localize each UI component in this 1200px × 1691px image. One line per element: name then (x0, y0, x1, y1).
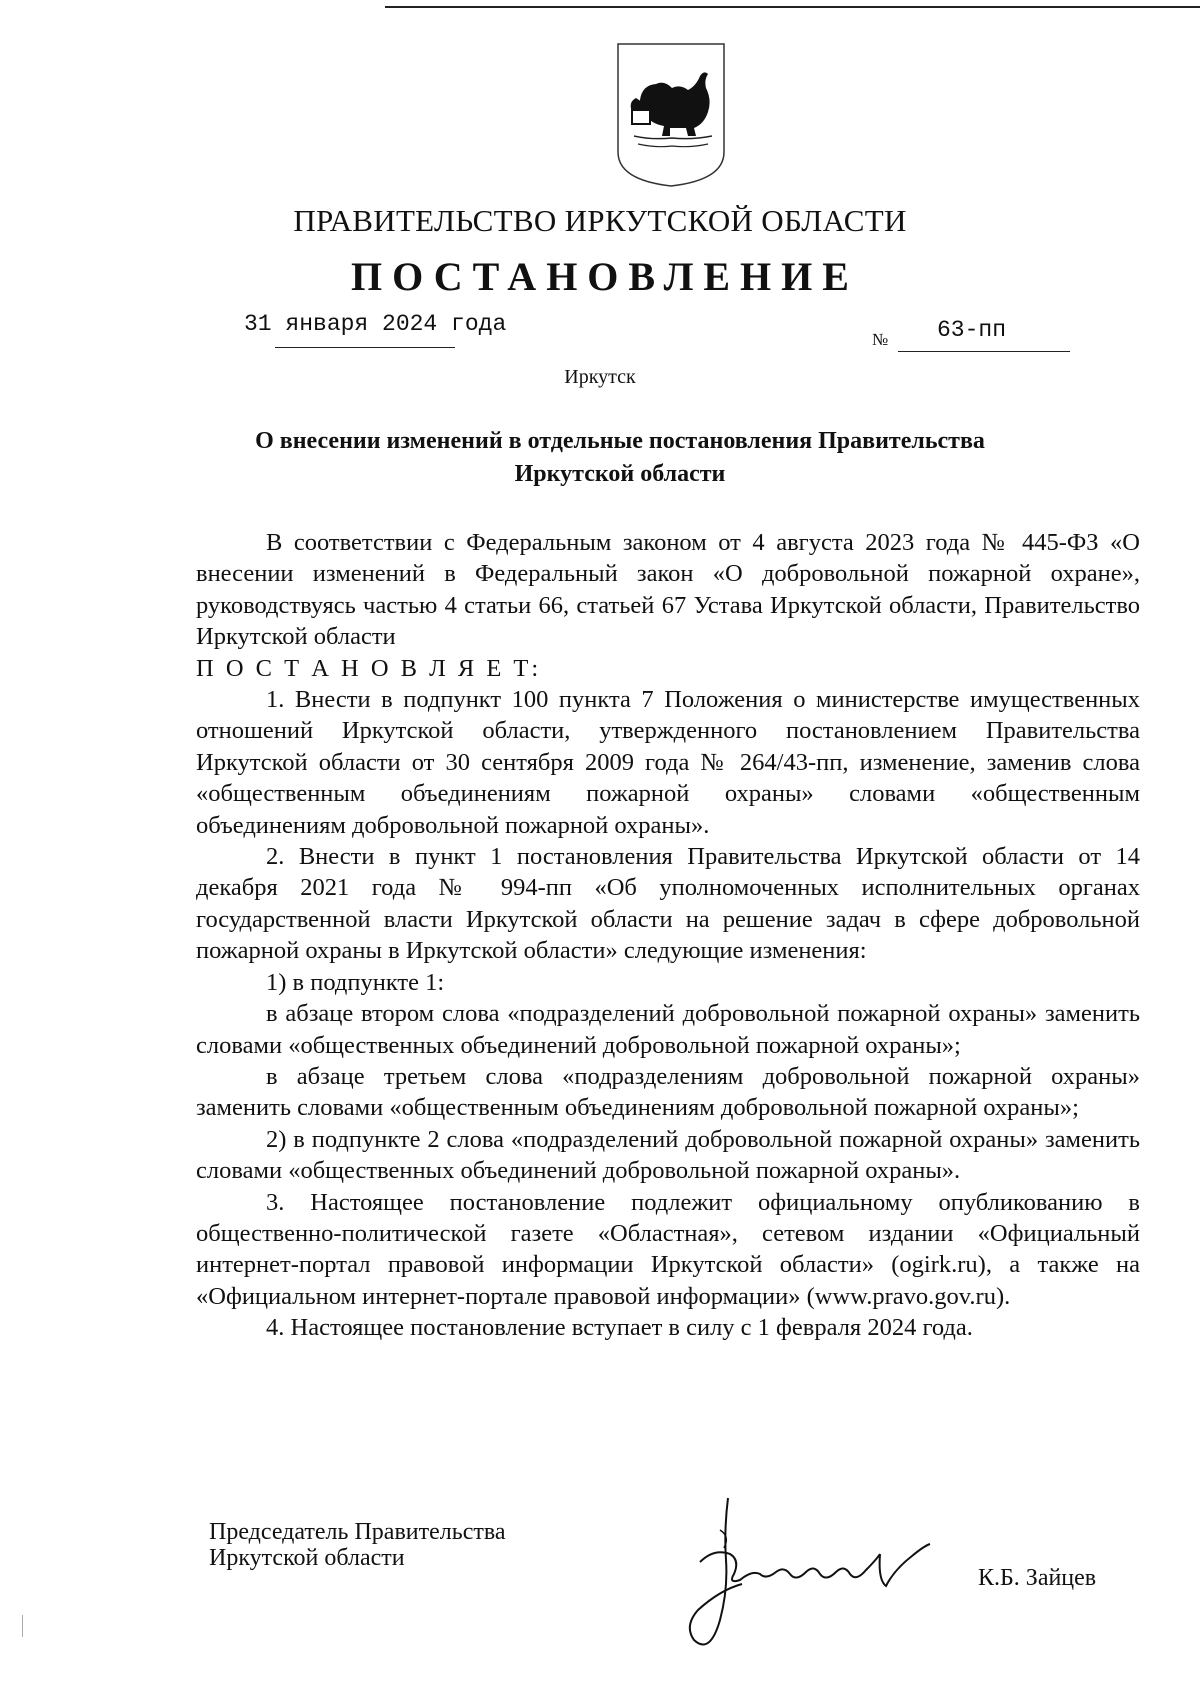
city-name: Иркутск (564, 366, 636, 388)
document-subject (220, 425, 1020, 491)
handwritten-signature-icon (680, 1490, 970, 1660)
signatory-name: К.Б. Зайцев (978, 1565, 1097, 1591)
preamble-paragraph: В соответствии с Федеральным законом от 4 августа 2023 года № 445-ФЗ «О внесении изменений в Федеральный закон «О добровольной пожарной охране», руководствуясь частью 4 статьи 66, статьей 67 Устава Иркутской области, Правительство Иркутской области (196, 529, 1140, 651)
number-sign: № (872, 330, 889, 349)
top-border-line (385, 6, 1200, 8)
item-2-subitem-2: 2) в подпункте 2 слова «подразделений добровольной пожарной охраны» заменить словами «общественных объединений добровольной пожарной охраны». (196, 1125, 1140, 1185)
document-number: 63-пп (937, 317, 1007, 343)
signatory-position-line-2: Иркутской области (209, 1545, 405, 1571)
subject-line-1: О внесении изменений в отдельные постановления Правительства (255, 428, 985, 454)
date-underline (275, 347, 455, 348)
item-4-paragraph: 4. Настоящее постановление вступает в силу с 1 февраля 2024 года. (266, 1314, 973, 1342)
item-2-subitem-1-para-b: в абзаце третьем слова «подразделениям добровольной пожарной охраны» заменить словами «общественным объединениям добровольной пожарной охраны»; (196, 1062, 1140, 1122)
item-2-subitem-1-para-a: в абзаце втором слова «подразделений добровольной пожарной охраны» заменить словами «общественных объединений добровольной пожарной охраны»; (196, 1000, 1140, 1059)
item-2-paragraph: 2. Внести в пункт 1 постановления Правительства Иркутской области от 14 декабря 2021 года № 994-пп «Об уполномоченных исполнительных органах государственной власти Иркутской области на решение задач в сфере добровольной пожарной охраны в Иркутской области» следующие изменения: (196, 843, 1140, 965)
item-2-subitem-1: 1) в подпункте 1: (266, 968, 445, 996)
item-3-paragraph: 3. Настоящее постановление подлежит официальному опубликованию в общественно-политической газете «Областная», сетевом издании «Официальный интернет-портал правовой информации Иркутской области» (ogirk.ru), а также на «Официальном интернет-портале правовой информации» (www.pravo.gov.ru). (196, 1188, 1140, 1310)
document-kind-title: ПОСТАНОВЛЕНИЕ (351, 254, 859, 299)
scan-margin-mark (22, 1615, 23, 1637)
signatory-position (209, 1519, 506, 1571)
subject-line-2: Иркутской области (514, 461, 726, 487)
coat-of-arms-icon (612, 40, 730, 190)
signatory-position-line-1: Председатель Правительства (209, 1519, 506, 1545)
decree-word: П О С Т А Н О В Л Я Е Т: (196, 654, 542, 682)
document-date: 31 января 2024 года (244, 311, 507, 337)
government-title: ПРАВИТЕЛЬСТВО ИРКУТСКОЙ ОБЛАСТИ (293, 203, 907, 238)
number-underline (898, 351, 1070, 352)
document-body (196, 527, 1140, 1344)
item-1-paragraph: 1. Внести в подпункт 100 пункта 7 Положения о министерстве имущественных отношений Иркутской области, утвержденного постановлением Правительства Иркутской области от 30 сентября 2009 года № 264/43-пп, изменение, заменив слова «общественным объединениям пожарной охраны» словами «общественным объединениям добровольной пожарной охраны». (196, 686, 1140, 839)
